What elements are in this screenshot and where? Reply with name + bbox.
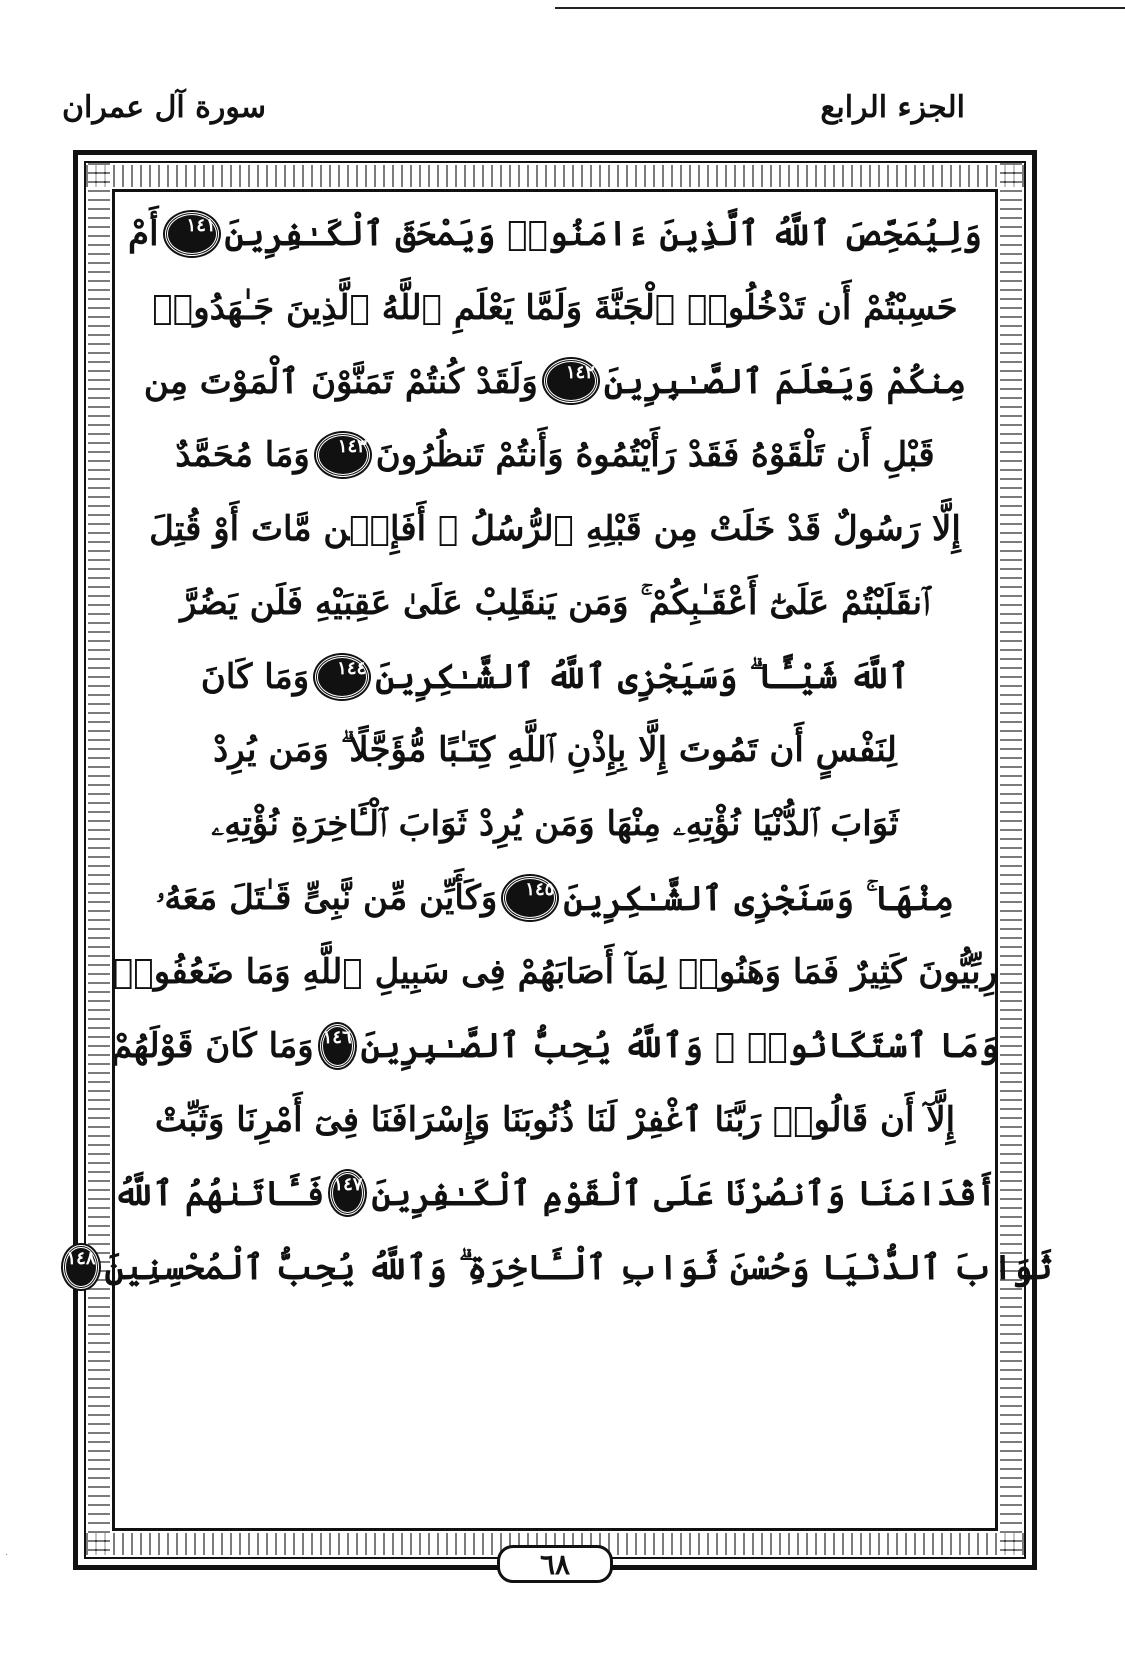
verse-text: ثَوَابَ ٱلدُّنْيَا نُؤْتِهِۦ مِنْهَا وَمَن يُرِدْ ثَوَابَ ٱلْـَٔاخِرَةِ نُؤْتِهِۦ	[211, 804, 899, 845]
verse-line	[118, 566, 992, 640]
verse-text: رِبِّيُّونَ كَثِيرٌ فَمَا وَهَنُوا۟ لِمَآ أَصَابَهُمْ فِى سَبِيلِ ٱللَّهِ وَمَا ضَعُفُوا۟	[113, 951, 997, 992]
edge-mark: ·	[5, 1550, 9, 1561]
verse-text: أَمْ	[128, 213, 159, 254]
verse-line	[118, 271, 992, 345]
juz-title: الجزء الرابع	[820, 90, 965, 125]
ayah-number-marker: ١٤٦	[320, 1024, 355, 1068]
verse-line	[118, 787, 992, 861]
ayah-number-marker: ١٤٣	[316, 433, 370, 477]
ayah-number-marker: ١٤٤	[315, 655, 369, 699]
ayah-number-marker: ١٤١	[165, 212, 219, 256]
verse-text: وَكَأَيِّن مِّن نَّبِىٍّ قَـٰتَلَ مَعَهُۥ	[155, 878, 498, 919]
verse-text: حَسِبْتُمْ أَن تَدْخُلُوا۟ ٱلْجَنَّةَ وَلَمَّا يَعْلَمِ ٱللَّهُ ٱلَّذِينَ جَـٰهَدُوا۟	[152, 287, 958, 328]
ayah-number-marker: ١٤٥	[503, 876, 557, 920]
verse-line	[118, 714, 992, 788]
verse-text: وَلَقَدْ كُنتُمْ تَمَنَّوْنَ ٱلْمَوْتَ مِن	[143, 361, 538, 402]
verse-text: إِلَّآ أَن قَالُوا۟ رَبَّنَا ٱغْفِرْ لَنَا ذُنُوبَنَا وَإِسْرَافَنَا فِىٓ أَمْرِنَا وَثَبِّتْ	[154, 1099, 956, 1140]
verse-line	[118, 345, 992, 419]
verse-text-area	[66, 197, 1053, 1525]
verse-text: مِنكُمْ وَيَعْلَمَ ٱلصَّـٰبِرِينَ	[603, 361, 967, 402]
verse-text: ٱنقَلَبْتُمْ عَلَىٰٓ أَعْقَـٰبِكُمْ ۚ وَمَن يَنقَلِبْ عَلَىٰ عَقِبَيْهِ فَلَن يَضُرَّ	[180, 582, 930, 623]
verse-line	[118, 197, 992, 271]
verse-text: وَمَا كَانَ	[200, 656, 310, 697]
verse-line	[118, 492, 992, 566]
verse-line	[66, 1230, 1053, 1304]
ayah-number-marker: ١٤٧	[330, 1171, 365, 1215]
verse-text: وَمَا ٱسْتَكَانُوا۟ ۗ وَٱللَّهُ يُحِبُّ ٱلصَّـٰبِرِينَ	[360, 1026, 1000, 1067]
ornament-band-top	[86, 165, 1024, 187]
verse-line	[110, 1009, 1000, 1083]
verse-line	[113, 1156, 997, 1230]
surah-title: سورة آل عمران	[62, 90, 267, 125]
verse-text: وَمَا كَانَ قَوْلَهُمْ	[110, 1025, 314, 1066]
verse-text: لِنَفْسٍ أَن تَمُوتَ إِلَّا بِإِذْنِ ٱللَّهِ كِتَـٰبًا مُّؤَجَّلًا ۗ وَمَن يُرِدْ	[213, 730, 897, 771]
page-frame	[66, 150, 1053, 1581]
verse-text: قَبْلِ أَن تَلْقَوْهُ فَقَدْ رَأَيْتُمُوهُ وَأَنتُمْ تَنظُرُونَ	[375, 435, 935, 476]
ornament-band-left	[88, 163, 110, 1557]
ayah-number-marker: ١٤٢	[544, 359, 598, 403]
verse-text: مِنْهَا ۚ وَسَنَجْزِى ٱلشَّـٰكِرِينَ	[563, 878, 955, 919]
verse-text: ثَوَابَ ٱلدُّنْيَا وَحُسْنَ ثَوَابِ ٱلْـَٔاخِرَةِ ۗ وَٱللَّهُ يُحِبُّ ٱلْمُحْسِنِينَ	[104, 1247, 1053, 1288]
verse-line	[118, 418, 992, 492]
ornament-band-right	[1000, 163, 1022, 1557]
verse-line	[113, 935, 997, 1009]
verse-text: وَلِيُمَحِّصَ ٱللَّهُ ٱلَّذِينَ ءَامَنُوا۟ وَيَمْحَقَ ٱلْكَـٰفِرِينَ	[224, 214, 982, 255]
page-number: ٦٨	[497, 1545, 613, 1583]
verse-line	[118, 640, 992, 714]
verse-text: وَمَا مُحَمَّدٌ	[175, 435, 310, 476]
top-rule	[555, 7, 1125, 9]
verse-text: إِلَّا رَسُولٌ قَدْ خَلَتْ مِن قَبْلِهِ ٱلرُّسُلُ ۚ أَفَإِي۟ن مَّاتَ أَوْ قُتِلَ	[149, 509, 961, 550]
verse-text: ٱللَّهَ شَيْـًٔا ۗ وَسَيَجْزِى ٱللَّهُ ٱلشَّـٰكِرِينَ	[375, 657, 910, 698]
verse-text: أَقْدَامَنَا وَٱنصُرْنَا عَلَى ٱلْقَوْمِ ٱلْكَـٰفِرِينَ	[371, 1173, 997, 1214]
ayah-number-marker: ١٤٨	[63, 1245, 98, 1289]
verse-line	[118, 861, 992, 935]
verse-line	[118, 1083, 992, 1157]
verse-text: فَـَٔاتَىٰهُمُ ٱللَّهُ	[113, 1173, 325, 1214]
